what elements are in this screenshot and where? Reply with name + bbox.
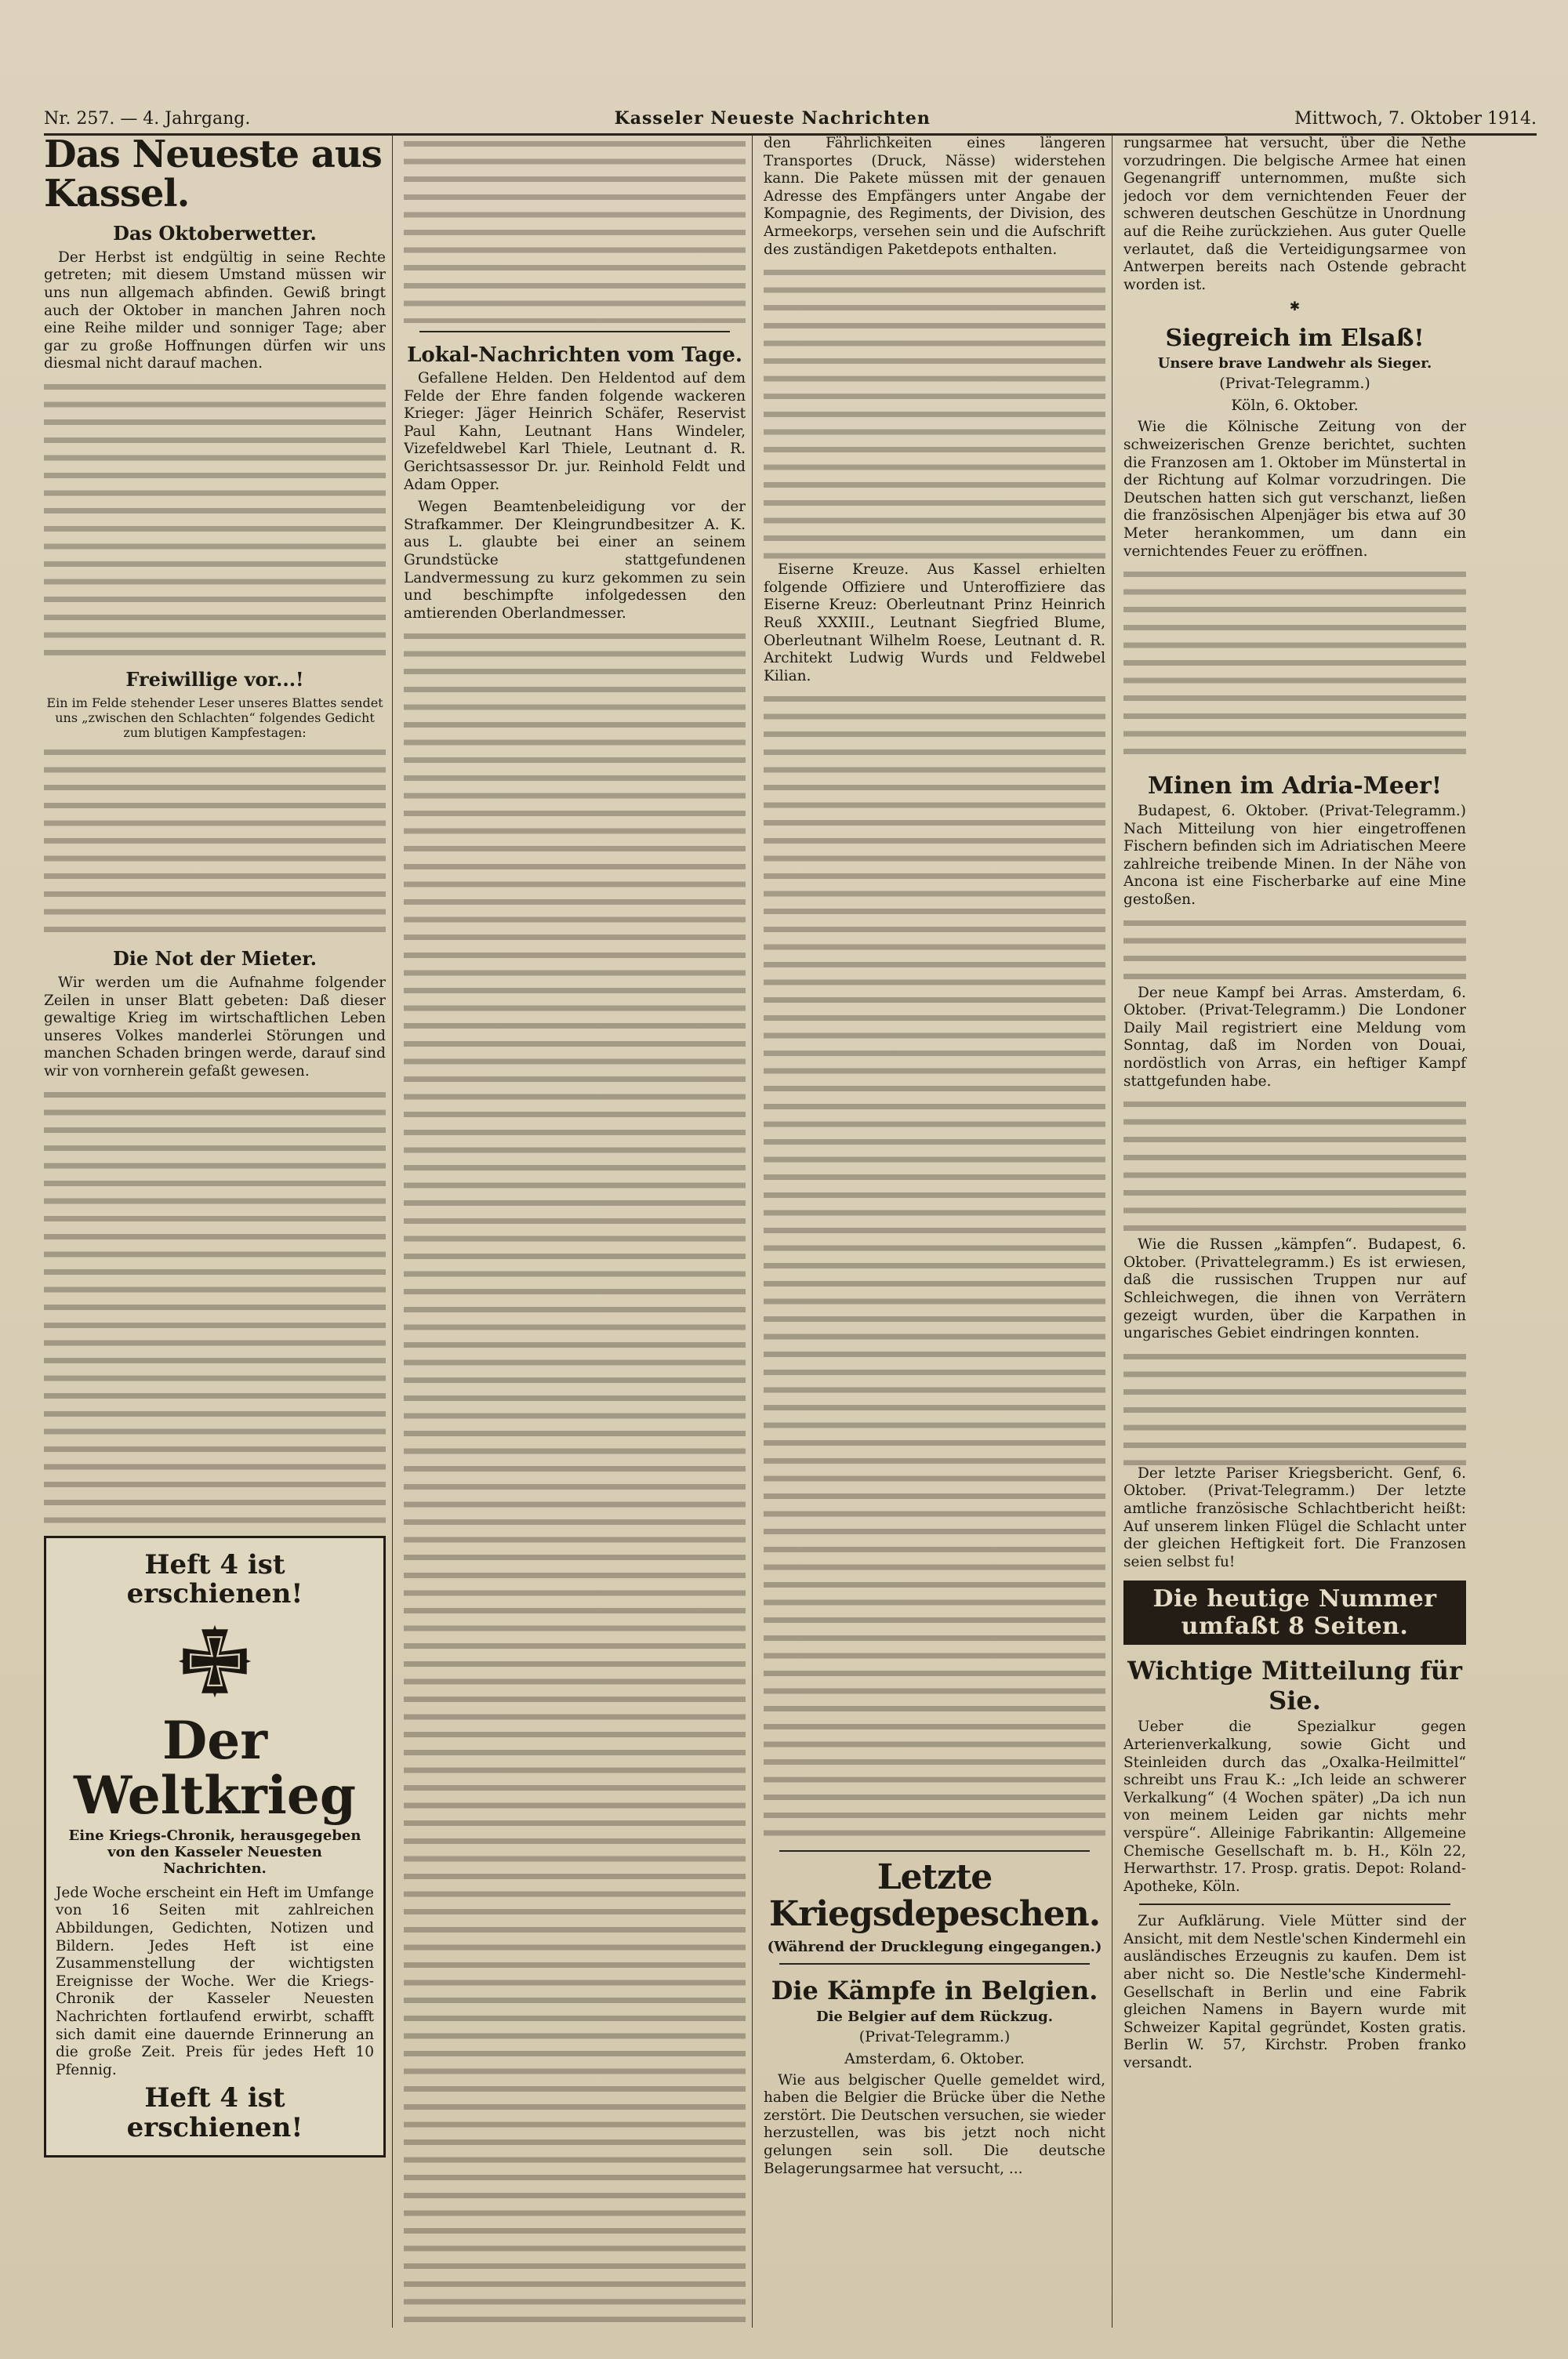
text-block — [404, 135, 746, 323]
heading-lokal: Lokal-Nachrichten vom Tage. — [407, 343, 742, 367]
article-belgien: Wie aus belgischer Quelle gemeldet wird, haben die Belgier die Brücke über die Nethe zerstört. Die Deutschen versuchen, sie wieder herzustellen, was bis jetzt noch nicht gelungen sein soll. Die deutsche Belagerungsarmee hat versucht, ... — [764, 2071, 1105, 2177]
text-block — [44, 378, 386, 660]
advert-headline-bottom: Heft 4 ist erschienen! — [126, 2082, 303, 2143]
divider — [779, 1963, 1090, 1965]
article-belagerung: rungsarmee hat versucht, über die Nethe vorzudringen. Die belgische Armee hat einen Gegenangriff unternommen, mußte sich jedoch vor dem vernichtenden Feuer der schweren deutschen Geschütze in Unordnung auf die Reihe zurückziehen. Aus guter Quelle verlautet, daß die Verteidigungsarmee von Antwerpen bereits nach Ostende gebracht worden ist. — [1123, 135, 1466, 293]
heading-belgien: Die Kämpfe in Belgien. — [771, 1975, 1098, 2005]
intro-freiwillige: Ein im Felde stehender Leser unseres Blattes sendet uns „zwischen den Schlachten“ folgendes Gedicht zum blutigen Kampfestagen: — [46, 695, 383, 740]
article-helden: Gefallene Helden. Den Heldentod auf dem Felde der Ehre fanden folgende wackeren Krieger: Jäger Heinrich Schäfer, Reservist Paul Kahn, Leutnant Hans Windeler, Vizefeldwebel Karl Thiele, Leutnant d. R. Gerichtsassessor Dr. jur. Reinhold Feldt und Adam Opper. — [404, 370, 746, 493]
heading-oktoberwetter: Das Oktoberwetter. — [113, 221, 317, 245]
star-separator: ✱ — [1289, 299, 1301, 314]
article-adria: Budapest, 6. Oktober. (Privat-Telegramm.) Nach Mitteilung von hier eingetroffenen Fischern befinden sich im Adriatischen Meere zahlreiche treibende Minen. In der Nähe von Ancona ist eine Fischerbarke auf eine Mine gestoßen. — [1123, 803, 1466, 909]
subheading-landwehr: Unsere brave Landwehr als Sieger. — [1157, 355, 1432, 372]
text-block — [44, 1086, 386, 1525]
article-beamtenbeleidigung: Wegen Beamtenbeleidigung vor der Strafkammer. Der Kleingrundbesitzer A. K. aus L. glaubte bei einer an seinem Grundstücke stattgefundenen Landvermessung zu kurz gekommen zu sein und beschimpfte infolgedessen den amtierenden Oberlandmesser. — [404, 499, 746, 622]
masthead — [44, 93, 1537, 136]
heading-elsass: Siegreich im Elsaß! — [1165, 325, 1425, 353]
divider — [419, 331, 730, 332]
column-2 — [404, 135, 753, 2328]
heading-mieter: Die Not der Mieter. — [112, 946, 318, 970]
poem-block — [44, 743, 386, 939]
advert-aufklaerung: Zur Aufklärung. Viele Mütter sind der Ansicht, mit dem Nestle'schen Kindermehl ein ausländisches Erzeugnis zu kaufen. Dem ist aber nicht so. Die Nestle'sche Kindermehl-Gesellschaft in Berlin und eine Fabrik gleichen Namens in Bayern wurde mit Schweizer Kapital gegründet, Kosten gratis. Berlin W. 57, Kirchstr. Proben franko versandt. — [1123, 1913, 1466, 2072]
heading-adria: Minen im Adria-Meer! — [1147, 772, 1443, 800]
advert-subtitle: Eine Kriegs-Chronik, herausgegeben von den Kasseler Neuesten Nachrichten. — [68, 1827, 361, 1877]
issue-number: Nr. 257. — 4. Jahrgang. — [44, 109, 251, 129]
divider — [1139, 1904, 1450, 1905]
advert-body: Jede Woche erscheint ein Heft im Umfange von 16 Seiten mit zahlreichen Abbildungen, Gedichten, Notizen und Bildern. Jedes Heft ist eine Zusammenstellung der wichtigsten Ereignisse der Woche. Wer die Kriegs-Chronik der Kasseler Neuesten Nachrichten fortlaufend erwirbt, schafft sich damit eine dauernde Erinnerung an die große Zeit. Preis für jedes Heft 10 Pfennig. — [56, 1884, 374, 2078]
article-eiserne-kreuze: Eiserne Kreuze. Aus Kassel erhielten folgende Offiziere und Unteroffiziere das Eiserne Kreuz: Oberleutnant Prinz Heinrich Reuß XXXIII., Leutnant Siegfried Blume, Oberleutnant Wilhelm Roese, Leutnant d. R. Architekt Ludwig Wurds und Feldwebel Kilian. — [764, 561, 1105, 684]
article-mieter: Wir werden um die Aufnahme folgender Zeilen in unser Blatt gebeten: Daß dieser gewaltige Krieg im wirtschaftlichen Leben unseres Volkes manderlei Störungen und manchen Schaden bringen werde, darauf sind wir von vornherein gefaßt gewesen. — [44, 974, 386, 1080]
article-arras: Der neue Kampf bei Arras. Amsterdam, 6. Oktober. (Privat-Telegramm.) Die Londoner Daily Mail registriert eine Meldung vom Sonntag, daß im Norden von Douai, nordöstlich von Arras, ein heftiger Kampf stattgefunden habe. — [1123, 984, 1466, 1090]
text-block — [764, 263, 1105, 561]
text-block — [404, 627, 746, 2328]
text-block — [1123, 914, 1466, 985]
article-elsass: Wie die Kölnische Zeitung von der schweizerischen Grenze berichtet, suchten die Franzosen am 1. Oktober im Münstertal in der Richtung auf Kolmar vorzudringen. Die Deutschen hatten sich gut verschanzt, ließen die französischen Alpenjäger bis etwa auf 30 Meter herankommen, um dann ein vernichtendes Feuer zu eröffnen. — [1123, 419, 1466, 560]
divider — [779, 1850, 1090, 1852]
heading-freiwillige: Freiwillige vor...! — [125, 667, 304, 691]
telegram-tag: (Privat-Telegramm.) — [858, 2027, 1011, 2045]
subheading-rueckzug: Die Belgier auf dem Rückzug. — [815, 2008, 1054, 2025]
article-oktoberwetter: Der Herbst ist endgültig in seine Rechte getreten; mit diesem Umstand müssen wir uns nun allgemach abfinden. Gewiß bringt auch der Oktober in manchen Jahren noch eine Reihe milder und sonniger Tage; aber gar zu große Hoffnungen dürfen wir uns diesmal nicht darauf machen. — [44, 249, 386, 372]
heading-mitteilung: Wichtige Mitteilung für Sie. — [1127, 1656, 1462, 1716]
text-block — [1123, 565, 1466, 761]
article-transport: den Fährlichkeiten eines längeren Transportes (Druck, Nässe) widerstehen kann. Die Pakete müssen mit der genauen Adresse des Empfängers unter Angabe der Kompagnie, des Regiments, der Division, des Armeekorps, versehen sein und die Aufschrift des zuständigen Paketdepots enthalten. — [764, 135, 1105, 258]
paper-name: Kasseler Neueste Nachrichten — [614, 108, 931, 129]
column-4 — [1123, 135, 1472, 2328]
iron-cross-icon — [172, 1618, 258, 1704]
article-paris: Der letzte Pariser Kriegsbericht. Genf, 6. Oktober. (Privat-Telegramm.) Der letzte amtliche französische Schlachtbericht heißt: Auf unserem linken Flügel die Schlacht unter der gleichen Heftigkeit fort. Die Franzosen seien selbst fu! — [1123, 1464, 1466, 1570]
dateline-amsterdam: Amsterdam, 6. Oktober. — [844, 2049, 1025, 2067]
section-title: Das Neueste aus Kassel. — [44, 135, 382, 216]
dateline-koeln: Köln, 6. Oktober. — [1231, 397, 1359, 415]
columns — [44, 135, 1537, 2328]
text-block — [1123, 1095, 1466, 1236]
article-russen: Wie die Russen „kämpfen“. Budapest, 6. Oktober. (Privattelegramm.) Es ist erwiesen, daß die russischen Truppen nur auf Schleichwegen, die ihnen von Verrätern gezeigt wurden, über die Karpathen in ungarisches Gebiet eindringen konnten. — [1123, 1236, 1466, 1342]
subheading-drucklegung: (Während der Drucklegung eingegangen.) — [767, 1938, 1102, 1955]
issue-date: Mittwoch, 7. Oktober 1914. — [1294, 109, 1537, 129]
column-3 — [764, 135, 1112, 2328]
telegram-tag: (Privat-Telegramm.) — [1219, 375, 1370, 393]
text-block — [1123, 1348, 1466, 1465]
advert-oxalka: Ueber die Spezialkur gegen Arterienverkalkung, sowie Gicht und Steinleiden durch das „Oxalka-Heilmittel“ schreibt uns Frau K.: „Ich leide an schwerer Verkalkung“ (4 Wochen später) „Da ich nun von meinem Leiden gar nichts mehr verspüre“. Alleinige Fabrikantin: Allgemeine Chemische Gesellschaft m. b. H., Köln 22, Herwarthstr. 17. Prosp. gratis. Depot: Roland-Apotheke, Köln. — [1123, 1718, 1466, 1895]
text-block — [764, 690, 1105, 1842]
weltkrieg-advert — [44, 1536, 386, 2158]
page-count-banner: Die heutige Nummer umfaßt 8 Seiten. — [1123, 1581, 1466, 1645]
column-1 — [44, 135, 393, 2328]
advert-headline-top: Heft 4 ist erschienen! — [126, 1548, 303, 1610]
heading-letzte-kriegsdepeschen: Letzte Kriegsdepeschen. — [768, 1857, 1101, 1934]
advert-title: Der Weltkrieg — [73, 1710, 356, 1826]
